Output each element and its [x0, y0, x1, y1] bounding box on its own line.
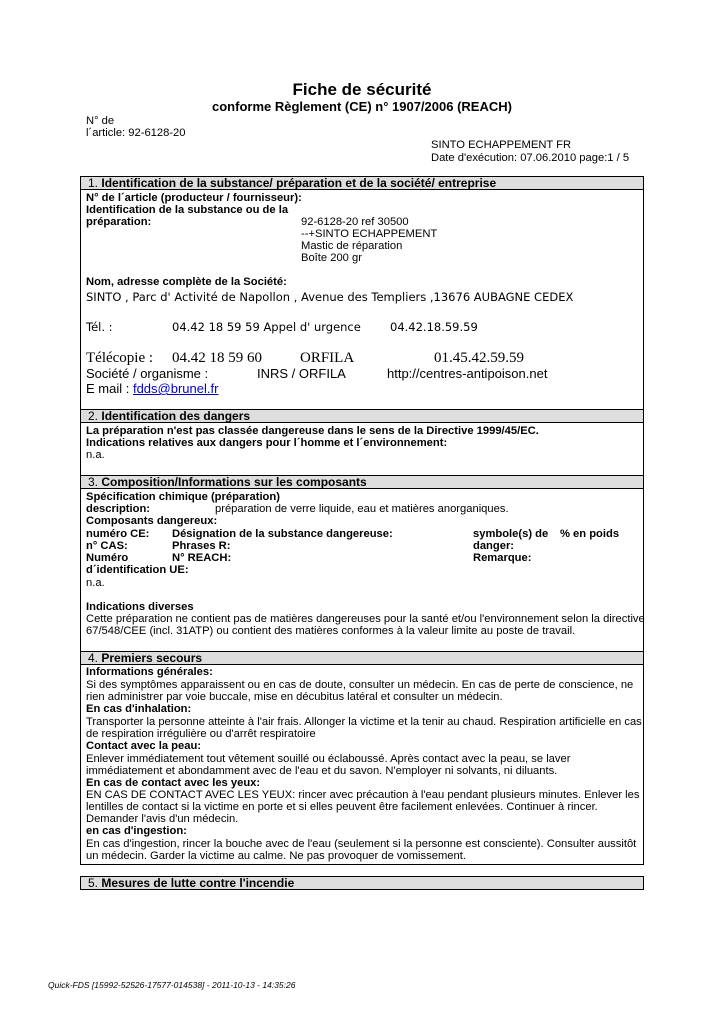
general-info-text: Si des symptômes apparaissent ou en cas de doute, consulter un médecin. En cas de perte de conscience, ne	[86, 679, 634, 691]
hazard-indications-label: Indications relatives aux dangers pour l´homme et l´environnement:	[86, 437, 448, 449]
column-eu-identification: d´identification UE:	[86, 564, 189, 576]
description-value: préparation de verre liquide, eau et matières anorganiques.	[215, 503, 509, 515]
column-reach-number: N° REACH:	[172, 552, 232, 564]
hazardous-components-label: Composants dangereux:	[86, 515, 218, 527]
organization-label: Société / organisme :	[86, 366, 209, 381]
article-number-label: N° de	[86, 115, 115, 127]
eye-contact-label: En cas de contact avec les yeux:	[86, 777, 261, 789]
skin-contact-label: Contact avec la peau:	[86, 740, 202, 752]
section-3-right-border	[643, 489, 644, 651]
ingestion-text: En cas d'ingestion, rincer la bouche avec de l'eau (seulement si la personne est consciente). Consulter aussitôt	[86, 838, 637, 850]
column-ce-number: numéro CE:	[86, 528, 150, 540]
emergency-tel: 04.42.18.59.59	[390, 320, 478, 334]
misc-indications-label: Indications diverses	[86, 601, 194, 613]
section-3-number: 3.	[88, 475, 99, 489]
section-1-number: 1.	[88, 176, 99, 190]
section-5-header	[80, 876, 644, 890]
section-1-header	[80, 176, 644, 190]
section-4-header	[80, 651, 644, 665]
hazard-indications-value: n.a.	[86, 449, 105, 461]
producer-label: N° de l´article (producteur / fournisseur):	[86, 192, 302, 204]
section-4-number: 4.	[88, 651, 99, 665]
column-designation: Désignation de la substance dangereuse:	[172, 528, 393, 540]
company-address: SINTO , Parc d' Activité de Napollon , Avenue des Templiers ,13676 AUBAGNE CEDEX	[86, 290, 574, 304]
email-row	[86, 381, 218, 396]
email-label: E mail :	[86, 381, 133, 396]
poison-center-url[interactable]: http://centres-antipoison.net	[387, 366, 548, 381]
section-4-left-border	[80, 665, 81, 865]
column-number: Numéro	[86, 552, 129, 564]
tel-value: 04.42 18 59 59 Appel d' urgence	[172, 320, 361, 334]
footer-reference: Quick-FDS [15992-52526-17577-014538] - 2011-10-13 - 14:35:26	[48, 980, 296, 990]
execution-date: Date d'exécution: 07.06.2010 page:1 / 5	[431, 152, 630, 164]
skin-contact-text: Enlever immédiatement tout vêtement souillé ou éclaboussé. Après contact avec la peau, se laver	[86, 753, 571, 765]
inhalation-text-2: de respiration irrégulière ou d'arrêt respiratoire	[86, 728, 316, 740]
inhalation-text: Transporter la personne atteinte à l'air frais. Allonger la victime et la tenir au chaud. Respiration artificielle en cas	[86, 716, 642, 728]
section-2-right-border	[643, 423, 644, 475]
section-2-title: Identification des dangers	[101, 409, 251, 423]
chemical-spec-label: Spécification chimique (préparation)	[86, 491, 280, 503]
section-5-number: 5.	[88, 876, 99, 890]
section-2-number: 2.	[88, 409, 99, 423]
document-subtitle: conforme Règlement (CE) n° 1907/2006 (REACH)	[212, 99, 512, 114]
eye-contact-text-2: lentilles de contact si la victime en porte et si elles peuvent être facilement enlevées. Continuer à rincer.	[86, 801, 598, 813]
eye-contact-text-3: Demander l'avis d'un médecin.	[86, 813, 239, 825]
skin-contact-text-2: immédiatement et abondamment avec de l'eau et du savon. N'employer ni solvants, ni diluants.	[86, 765, 558, 777]
ingestion-text-2: un médecin. Garder la victime au calme. Ne pas provoquer de vomissement.	[86, 850, 466, 862]
tel-label: Tél. :	[86, 320, 113, 334]
column-r-phrases: Phrases R:	[172, 540, 231, 552]
section-4-right-border	[643, 665, 644, 865]
identification-label-2: préparation:	[86, 216, 152, 228]
identification-value: Boîte 200 gr	[301, 252, 362, 264]
section-3-header	[80, 475, 644, 489]
general-info-label: Informations générales:	[86, 666, 213, 678]
section-1-left-border	[80, 190, 81, 409]
fax-organization-number: 01.45.42.59.59	[434, 350, 524, 366]
components-value: n.a.	[86, 577, 105, 589]
eye-contact-text: EN CAS DE CONTACT AVEC LES YEUX: rincer avec précaution à l'eau pendant plusieurs minutes. Enlever les	[86, 789, 640, 801]
organization-value: INRS / ORFILA	[257, 366, 346, 381]
section-4-bottom-border	[80, 864, 644, 865]
column-hazard-symbols: symbole(s) de	[473, 528, 549, 540]
column-cas-number: n° CAS:	[86, 540, 128, 552]
identification-value: 92-6128-20 ref 30500	[301, 216, 409, 228]
section-3-left-border	[80, 489, 81, 651]
product-name: SINTO ECHAPPEMENT FR	[431, 139, 572, 151]
section-2-left-border	[80, 423, 81, 475]
section-1-right-border	[643, 190, 644, 409]
misc-indications-text-2: 67/548/CEE (incl. 31ATP) ou contient des matières conformes à la valeur limite au poste de travail.	[86, 625, 576, 637]
description-label: description:	[86, 503, 151, 515]
section-3-title: Composition/Informations sur les composants	[101, 475, 367, 489]
fax-organization: ORFILA	[300, 350, 355, 366]
section-2-header	[80, 409, 644, 423]
column-remark: Remarque:	[473, 552, 532, 564]
ingestion-label: en cas d'ingestion:	[86, 825, 187, 837]
identification-value: Mastic de réparation	[301, 240, 403, 252]
inhalation-label: En cas d'inhalation:	[86, 703, 192, 715]
column-hazard-symbols-2: danger:	[473, 540, 515, 552]
document-title: Fiche de sécurité	[292, 80, 432, 99]
email-link[interactable]: fdds@brunel.fr	[132, 381, 219, 396]
section-5-title: Mesures de lutte contre l'incendie	[101, 876, 295, 890]
article-number-value: l´article: 92-6128-20	[86, 127, 186, 139]
column-weight-percent: % en poids	[560, 528, 620, 540]
company-label: Nom, adresse complète de la Société:	[86, 276, 287, 288]
classification-statement: La préparation n'est pas classée dangereuse dans le sens de la Directive 1999/45/EC.	[86, 425, 539, 437]
identification-label: Identification de la substance ou de la	[86, 204, 289, 216]
misc-indications-text: Cette préparation ne contient pas de matières dangereuses pour la santé et/ou l'environnement selon la directive	[86, 613, 645, 625]
general-info-text-2: rien administrer par voie buccale, mise en décubitus latéral et consulter un médecin.	[86, 691, 503, 703]
section-1-title: Identification de la substance/ préparation et de la société/ entreprise	[101, 176, 497, 190]
section-4-title: Premiers secours	[101, 651, 203, 665]
fax-label: Télécopie :	[86, 350, 154, 366]
fax-value: 04.42 18 59 60	[172, 350, 262, 366]
identification-value: --+SINTO ECHAPPEMENT	[301, 228, 438, 240]
